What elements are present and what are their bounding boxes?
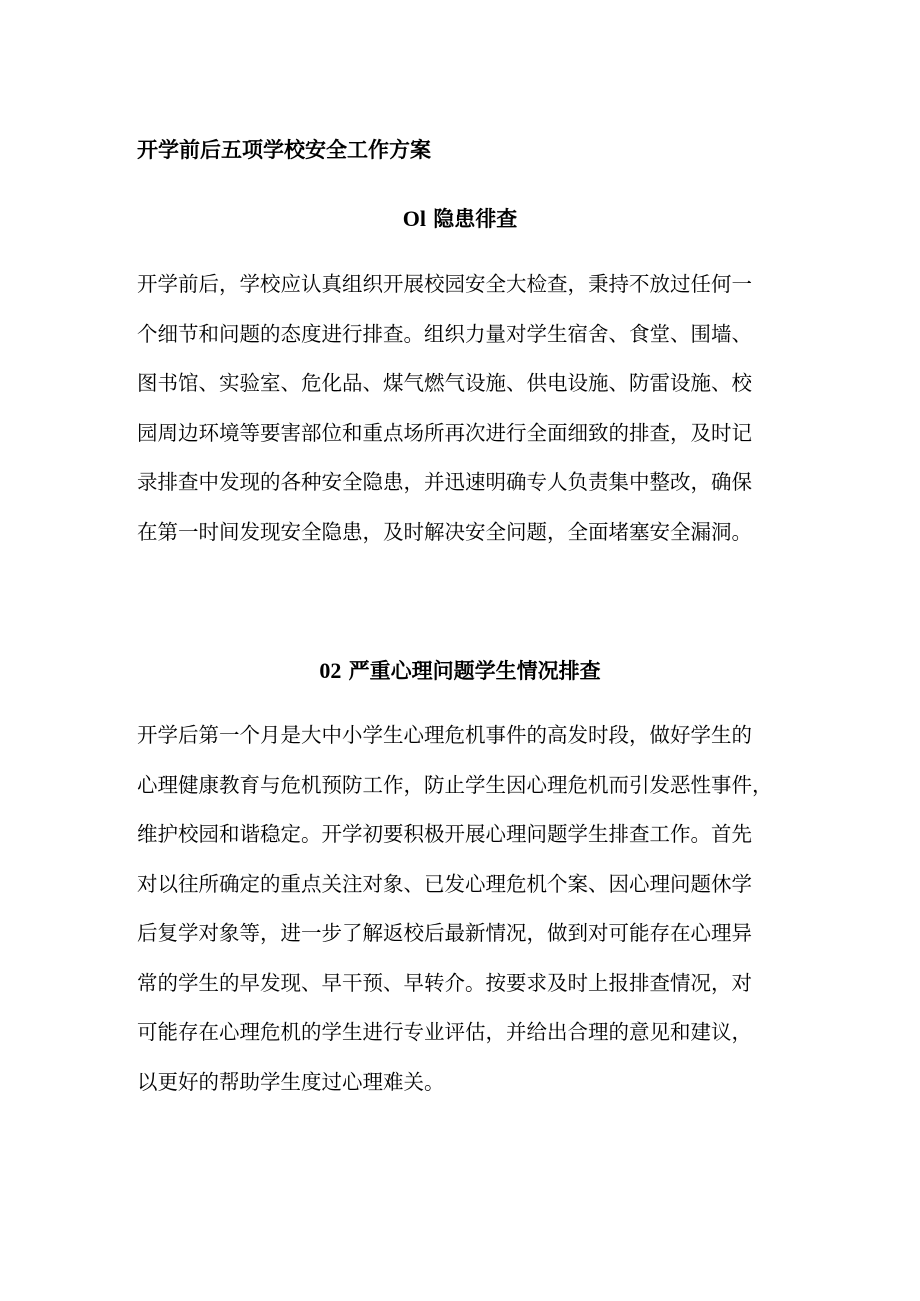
paragraph-line: 图书馆、实验室、危化品、煤气燃气设施、供电设施、防雷设施、校 bbox=[137, 371, 752, 395]
section-1-title: 隐患徘查 bbox=[433, 207, 518, 231]
paragraph-line: 开学后第一个月是大中小学生心理危机事件的高发时段，做好学生的 bbox=[137, 723, 752, 747]
section-1-paragraph bbox=[137, 260, 797, 557]
document-title: 开学前后五项学校安全工作方案 bbox=[137, 138, 431, 162]
section-2-heading bbox=[0, 655, 920, 687]
paragraph-line: 在第一时间发现安全隐患，及时解决安全问题，全面堵塞安全漏洞。 bbox=[137, 519, 752, 544]
paragraph-line: 开学前后，学校应认真组织开展校园安全大检查，秉持不放过任何一 bbox=[137, 272, 752, 296]
paragraph-line: 常的学生的早发现、早干预、早转介。按要求及时上报排查情况，对 bbox=[137, 970, 752, 995]
paragraph-line: 可能存在心理危机的学生进行专业评估，并给出合理的意见和建议， bbox=[137, 1020, 752, 1044]
section-1-heading bbox=[0, 203, 920, 235]
paragraph-line: 录排查中发现的各种安全隐患，并迅速明确专人负责集中整改，确保 bbox=[137, 470, 752, 494]
section-2-title: 严重心理问题学生情况排查 bbox=[348, 659, 601, 683]
section-2-paragraph bbox=[137, 711, 797, 1107]
paragraph-line: 园周边环境等要害部位和重点场所再次进行全面细致的排查，及时记 bbox=[137, 420, 752, 445]
paragraph-line: 心理健康教育与危机预防工作，防止学生因心理危机而引发恶性事件， bbox=[137, 772, 773, 797]
paragraph-line: 维护校园和谐稳定。开学初要积极开展心理问题学生排查工作。首先 bbox=[137, 822, 752, 846]
section-2-number: 02 bbox=[319, 658, 342, 683]
section-1-number: Ol bbox=[402, 206, 426, 231]
paragraph-line: 后复学对象等，进一步了解返校后最新情况，做到对可能存在心理异 bbox=[137, 921, 752, 945]
paragraph-line: 对以往所确定的重点关注对象、已发心理危机个案、因心理问题休学 bbox=[137, 871, 752, 896]
paragraph-line: 以更好的帮助学生度过心理难关。 bbox=[137, 1069, 445, 1094]
paragraph-line: 个细节和问题的态度进行排查。组织力量对学生宿舍、食堂、围墙、 bbox=[137, 321, 752, 346]
